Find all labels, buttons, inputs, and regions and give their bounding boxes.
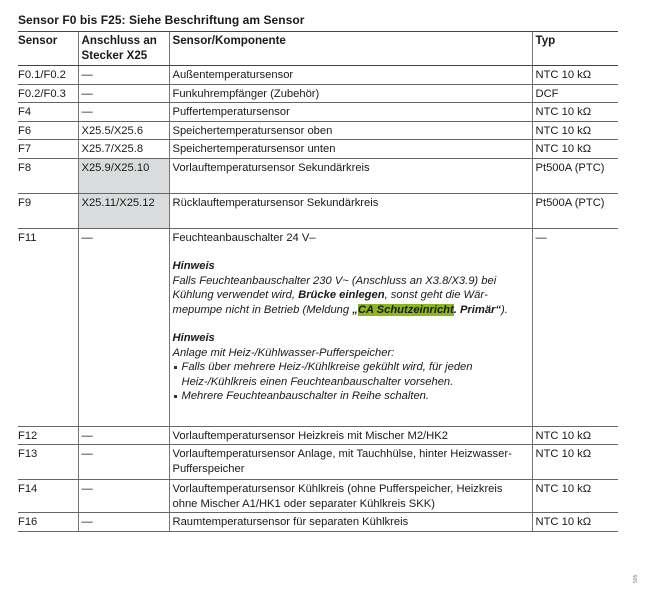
cell-komponente [169, 228, 532, 426]
cell-komponente: Raumtemperatursensor für separaten Kühlkreis [169, 513, 532, 532]
header-typ: Typ [532, 32, 618, 66]
table-row [18, 193, 618, 228]
cell-sensor: F9 [18, 193, 78, 228]
hint-bullet-list [173, 360, 528, 404]
cell-typ: Pt500A (PTC) [532, 193, 618, 228]
cell-komponente: Speichertemperatursensor oben [169, 121, 532, 140]
cell-anschluss: — [78, 426, 169, 445]
cell-anschluss: — [78, 66, 169, 85]
table-row [18, 480, 618, 513]
cell-typ: Pt500A (PTC) [532, 158, 618, 193]
cell-typ: NTC 10 kΩ [532, 513, 618, 532]
cell-anschluss: — [78, 84, 169, 103]
table-row [18, 121, 618, 140]
hint-heading: Hinweis [172, 332, 215, 344]
hint-intro: Anlage mit Heiz-/Kühlwasser-Pufferspeicher: [172, 346, 395, 359]
table-row [18, 140, 618, 159]
cell-sensor: F4 [18, 103, 78, 122]
cell-typ: NTC 10 kΩ [532, 140, 618, 159]
cell-sensor: F14 [18, 480, 78, 513]
cell-anschluss: X25.11/X25.12 [78, 193, 169, 228]
hint-text-part: ). [501, 303, 508, 316]
cell-komponente: Speichertemperatursensor unten [169, 140, 532, 159]
header-anschluss: Anschluss an Stecker X25 [78, 32, 169, 66]
cell-sensor: F6 [18, 121, 78, 140]
cell-sensor: F8 [18, 158, 78, 193]
cell-komponente: Vorlauftemperatursensor Sekundärkreis [169, 158, 532, 193]
hint-bold-bridge: Brücke einlegen [298, 289, 385, 301]
table-header-row [18, 32, 618, 66]
cell-typ: NTC 10 kΩ [532, 121, 618, 140]
hint-text-part: , sonst geht die Wärmepumpe nicht in Betrieb (Meldung [172, 289, 488, 316]
cell-typ: DCF [532, 84, 618, 103]
cell-typ: — [532, 228, 618, 426]
table-row [18, 228, 618, 426]
hint-text-part: Falls Feuchteanbauschalter 230 V~ (Anschluss an X3.8/X3.9) bei Kühlung verwendet wird, [172, 274, 497, 301]
cell-sensor: F16 [18, 513, 78, 532]
cell-anschluss: — [78, 513, 169, 532]
header-komponente: Sensor/Komponente [169, 32, 532, 66]
cell-anschluss: — [78, 228, 169, 426]
hint-bold-message-end: . Primär“ [453, 303, 502, 316]
header-sensor: Sensor [18, 32, 78, 66]
table-row [18, 445, 618, 480]
table-row [18, 103, 618, 122]
cell-komponente: Puffertemperatursensor [169, 103, 532, 122]
cell-sensor: F0.2/F0.3 [18, 84, 78, 103]
bullet-item: Mehrere Feuchteanbauschalter in Reihe schalten. [173, 389, 528, 404]
cell-typ: NTC 10 kΩ [532, 445, 618, 480]
cell-sensor: F7 [18, 140, 78, 159]
cell-typ: NTC 10 kΩ [532, 480, 618, 513]
hint-heading: Hinweis [172, 260, 215, 272]
table-row [18, 158, 618, 193]
highlighted-message: CA Schutzeinricht [357, 303, 454, 316]
quote-open: „ [352, 303, 358, 316]
table-row [18, 426, 618, 445]
table-row [18, 513, 618, 532]
cell-sensor: F13 [18, 445, 78, 480]
cell-anschluss: X25.5/X25.6 [78, 121, 169, 140]
cell-sensor: F0.1/F0.2 [18, 66, 78, 85]
bullet-item: Falls über mehrere Heiz-/Kühlkreise gekühlt wird, für jeden Heiz-/Kühlkreis einen Feuchteanbauschalter vorsehen. [173, 360, 528, 389]
sensor-table [18, 31, 618, 532]
cell-typ: NTC 10 kΩ [532, 103, 618, 122]
table-title: Sensor F0 bis F25: Siehe Beschriftung am Sensor [18, 13, 305, 27]
component-label: Feuchteanbauschalter 24 V– [172, 231, 316, 244]
cell-typ: NTC 10 kΩ [532, 66, 618, 85]
table-row [18, 84, 618, 103]
cell-anschluss: — [78, 103, 169, 122]
hint-text [173, 274, 528, 318]
cell-anschluss: X25.9/X25.10 [78, 158, 169, 193]
cell-komponente: Vorlauftemperatursensor Heizkreis mit Mischer M2/HK2 [169, 426, 532, 445]
cell-sensor: F12 [18, 426, 78, 445]
cell-sensor: F11 [18, 228, 78, 426]
page-code: 505 [633, 574, 639, 583]
cell-komponente: Vorlauftemperatursensor Kühlkreis (ohne Pufferspeicher, Heizkreis ohne Mischer A1/HK1 oder separater Kühlkreis SKK) [169, 480, 532, 513]
cell-komponente: Vorlauftemperatursensor Anlage, mit Tauchhülse, hinter Heizwasser-Pufferspeicher [169, 445, 532, 480]
cell-komponente: Rücklauftemperatursensor Sekundärkreis [169, 193, 532, 228]
cell-anschluss: X25.7/X25.8 [78, 140, 169, 159]
cell-anschluss: — [78, 480, 169, 513]
cell-komponente: Funkuhrempfänger (Zubehör) [169, 84, 532, 103]
cell-komponente: Außentemperatursensor [169, 66, 532, 85]
cell-anschluss: — [78, 445, 169, 480]
table-row [18, 66, 618, 85]
cell-typ: NTC 10 kΩ [532, 426, 618, 445]
